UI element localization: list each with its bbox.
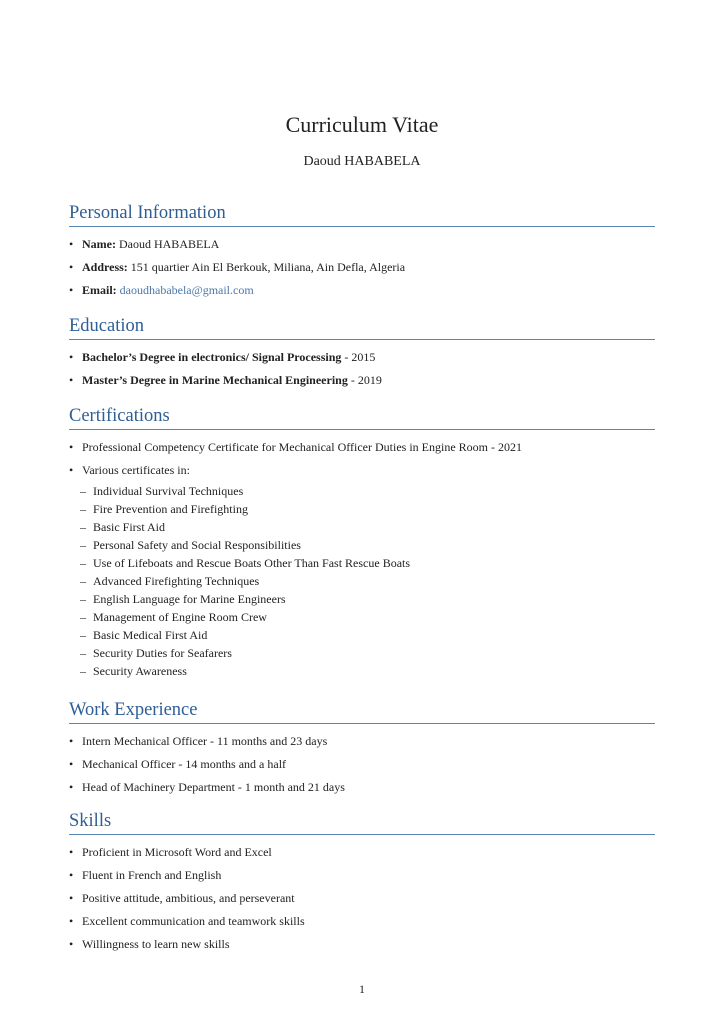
sub-item-certificate: – Basic First Aid [69, 519, 655, 537]
section-work-experience [69, 699, 655, 802]
list-item-skill: • Excellent communication and teamwork skills [69, 913, 655, 936]
list-item-skill: • Fluent in French and English [69, 867, 655, 890]
list-item-skill: • Proficient in Microsoft Word and Excel [69, 844, 655, 867]
sub-item-certificate: – Use of Lifeboats and Rescue Boats Other Than Fast Rescue Boats [69, 555, 655, 573]
section-heading: Education [69, 315, 655, 340]
email-label: Email: [82, 283, 117, 297]
degree-name: Master’s Degree in Marine Mechanical Engineering [82, 373, 348, 387]
list-item-skill: • Willingness to learn new skills [69, 936, 655, 959]
document-title: Curriculum Vitae [285, 112, 439, 137]
name-value: Daoud HABABELA [118, 237, 220, 251]
page-number: 1 [359, 982, 365, 996]
sub-item-certificate: – Advanced Firefighting Techniques [69, 573, 655, 591]
list-item-work: • Intern Mechanical Officer - 11 months and 23 days [69, 733, 655, 756]
degree-year: - 2015 [341, 350, 376, 364]
sub-item-certificate: – Security Awareness [69, 663, 655, 681]
list-item-education [69, 372, 655, 395]
list-item-certification: • Various certificates in: [69, 462, 655, 485]
email-link[interactable]: daoudhababela@gmail.com [119, 283, 254, 297]
list-item-certification: • Professional Competency Certificate for Mechanical Officer Duties in Engine Room - 2021 [69, 439, 655, 462]
sub-item-certificate: – Basic Medical First Aid [69, 627, 655, 645]
name-label: Name: [82, 237, 116, 251]
list-item-address [69, 259, 655, 282]
sub-item-certificate: – Personal Safety and Social Responsibilities [69, 537, 655, 555]
degree-year: - 2019 [347, 373, 382, 387]
sub-item-certificate: – Individual Survival Techniques [69, 483, 655, 501]
section-heading: Personal Information [69, 202, 655, 227]
sub-item-certificate: – Management of Engine Room Crew [69, 609, 655, 627]
sub-item-certificate: – English Language for Marine Engineers [69, 591, 655, 609]
list-item-name [69, 236, 655, 259]
section-education [69, 315, 655, 395]
list-item-skill: • Positive attitude, ambitious, and perseverant [69, 890, 655, 913]
list-item-education [69, 349, 655, 372]
section-certifications [69, 405, 655, 681]
section-skills [69, 810, 655, 959]
list-item-work: • Mechanical Officer - 14 months and a half [69, 756, 655, 779]
sub-item-certificate: – Fire Prevention and Firefighting [69, 501, 655, 519]
list-item-email [69, 282, 655, 305]
section-personal-information [69, 202, 655, 305]
address-value: 151 quartier Ain El Berkouk, Miliana, Ain Defla, Algeria [130, 260, 406, 274]
list-item-work: • Head of Machinery Department - 1 month and 21 days [69, 779, 655, 802]
section-heading: Work Experience [69, 699, 655, 724]
address-label: Address: [82, 260, 128, 274]
author-name: Daoud HABABELA [303, 154, 421, 169]
section-heading: Certifications [69, 405, 655, 430]
sub-item-certificate: – Security Duties for Seafarers [69, 645, 655, 663]
degree-name: Bachelor’s Degree in electronics/ Signal Processing [82, 350, 342, 364]
section-heading: Skills [69, 810, 655, 835]
